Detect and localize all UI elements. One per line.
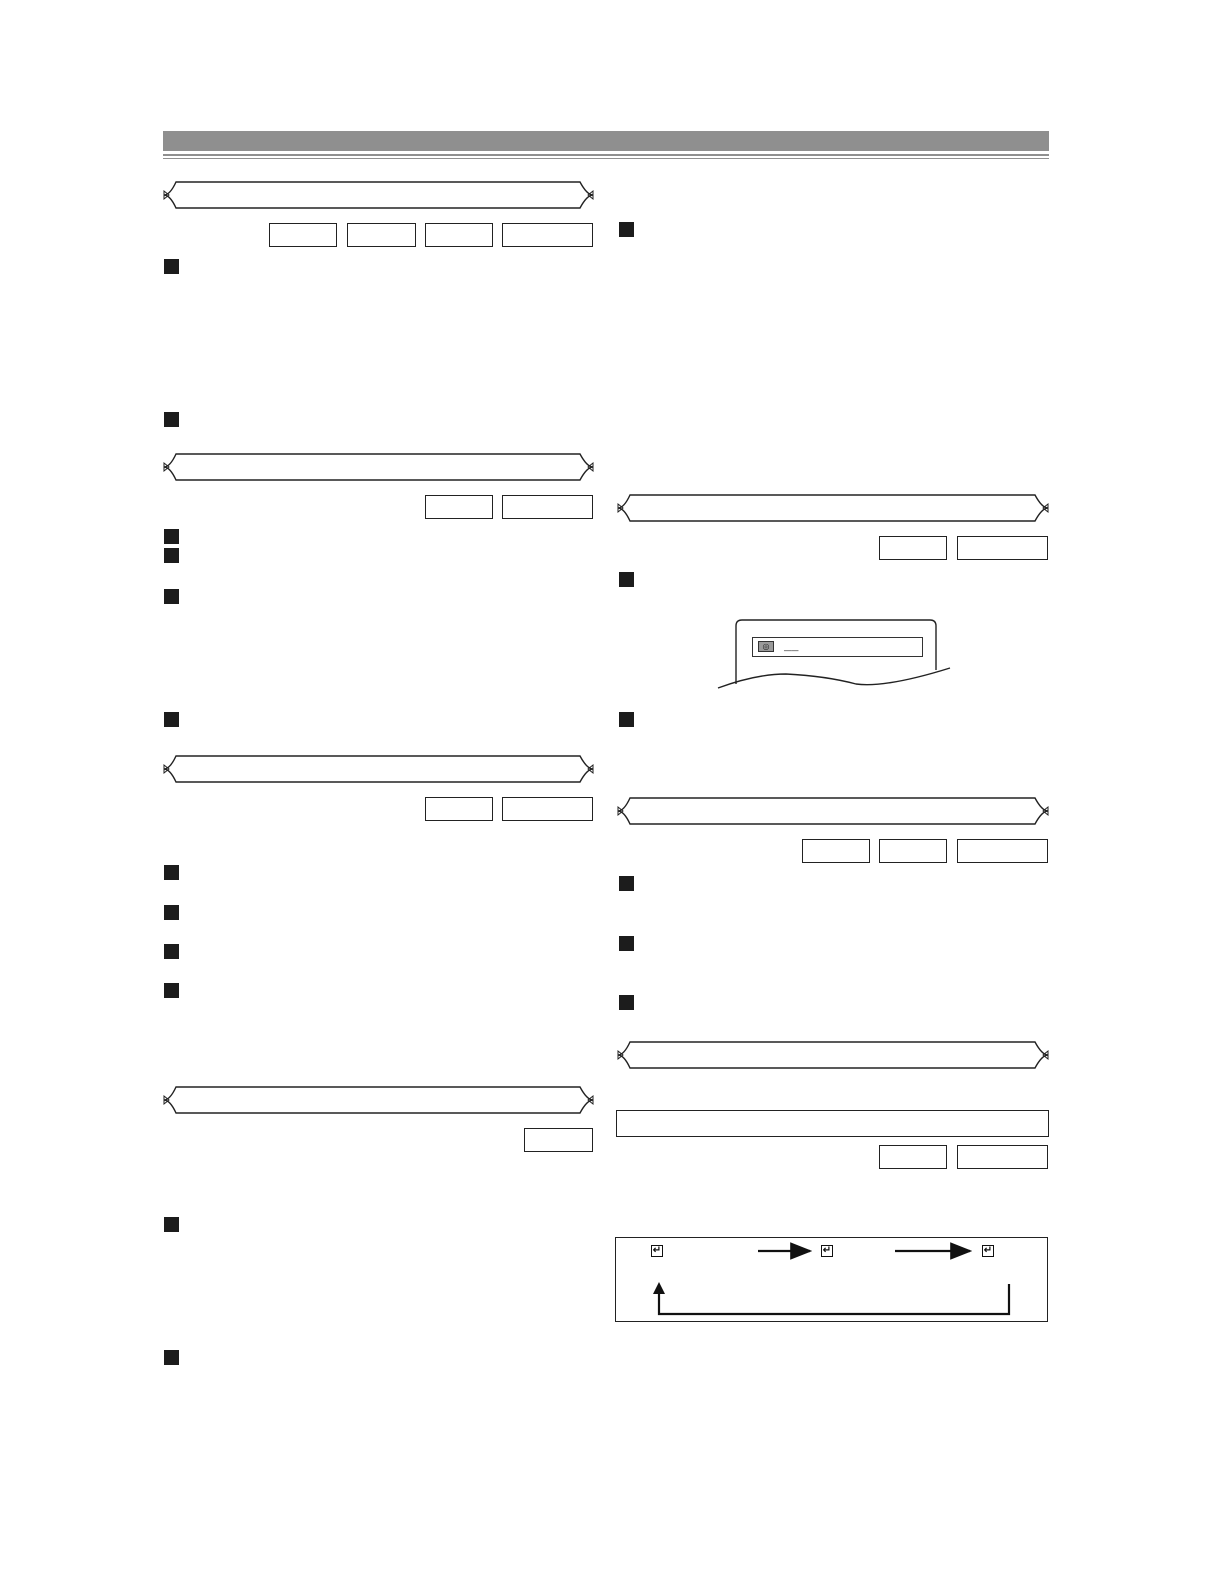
disc-type-badge	[524, 1128, 593, 1152]
disc-type-badge	[347, 223, 416, 247]
step-marker	[164, 944, 179, 959]
step-marker	[164, 712, 179, 727]
disc-icon: ◎	[758, 641, 774, 652]
step-marker	[164, 865, 179, 880]
section-banner	[616, 1041, 1050, 1069]
step-marker	[164, 412, 179, 427]
page-header-bar	[163, 131, 1049, 151]
section-banner	[616, 494, 1050, 522]
disc-type-badge	[957, 1145, 1048, 1169]
step-marker	[619, 712, 634, 727]
screen-readout-box	[752, 637, 923, 657]
step-marker	[164, 589, 179, 604]
step-marker	[164, 1350, 179, 1365]
step-marker	[619, 222, 634, 237]
disc-type-badge	[502, 223, 593, 247]
repeat-icon: ↵	[822, 1245, 832, 1256]
disc-type-badge	[957, 536, 1048, 560]
disc-type-badge	[269, 223, 337, 247]
section-banner	[162, 453, 595, 481]
loop-return-arrowhead	[653, 1282, 665, 1294]
section-banner	[162, 181, 595, 209]
step-marker	[619, 876, 634, 891]
disc-type-badge	[957, 839, 1048, 863]
section-banner	[616, 797, 1050, 825]
disc-type-badge	[502, 495, 593, 519]
disc-type-badge	[502, 797, 593, 821]
disc-type-badge	[879, 1145, 947, 1169]
section-banner	[162, 755, 595, 783]
disc-type-badge	[879, 839, 947, 863]
disc-type-badge	[802, 839, 870, 863]
step-marker	[619, 572, 634, 587]
step-marker	[164, 259, 179, 274]
step-marker	[164, 905, 179, 920]
step-marker	[164, 1217, 179, 1232]
page-header-rule	[163, 154, 1049, 156]
step-marker	[164, 529, 179, 544]
step-marker	[619, 995, 634, 1010]
step-marker	[164, 548, 179, 563]
readout-value: __	[784, 640, 799, 654]
repeat-icon: ↵	[652, 1245, 662, 1256]
section-banner	[162, 1086, 595, 1114]
loop-return-line	[659, 1284, 1009, 1314]
note-bar	[616, 1110, 1049, 1137]
step-marker	[619, 936, 634, 951]
disc-type-badge	[425, 797, 493, 821]
repeat-icon: ↵	[983, 1245, 993, 1256]
disc-type-badge	[425, 495, 493, 519]
step-marker	[164, 983, 179, 998]
disc-type-badge	[879, 536, 947, 560]
disc-type-badge	[425, 223, 493, 247]
page-header-rule	[163, 158, 1049, 159]
